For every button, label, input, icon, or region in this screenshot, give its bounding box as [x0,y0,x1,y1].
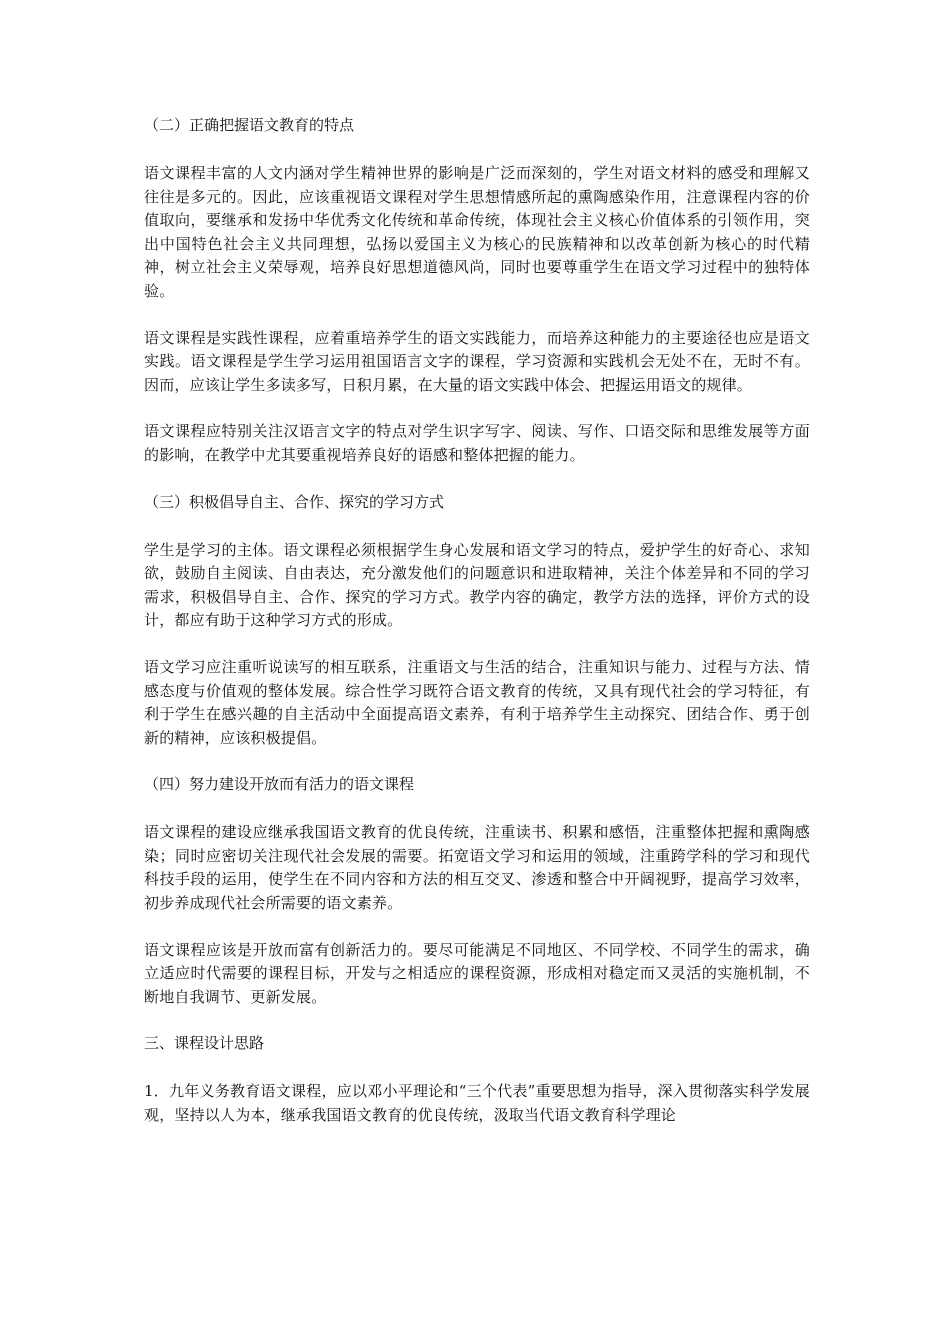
section-heading-4: （四）努力建设开放而有活力的语文课程 [144,775,415,794]
paragraph: 语文课程是实践性课程，应着重培养学生的语文实践能力，而培养这种能力的主要途径也应是语文实践。语文课程是学生学习运用祖国语言文字的课程，学习资源和实践机会无处不在，无时不有。因而，应该让学生多读多写，日积月累，在大量的语文实践中体会、把握运用语文的规律。 [144,328,810,394]
paragraph: 1．九年义务教育语文课程，应以邓小平理论和“三个代表”重要思想为指导，深入贯彻落实科学发展观，坚持以人为本，继承我国语文教育的优良传统，汲取当代语文教育科学理论 [144,1082,810,1125]
paragraph: 语文课程应该是开放而富有创新活力的。要尽可能满足不同地区、不同学校、不同学生的需求，确立适应时代需要的课程目标，开发与之相适应的课程资源，形成相对稳定而又灵活的实施机制，不断地自我调节、更新发展。 [144,940,810,1006]
section-heading-3: （三）积极倡导自主、合作、探究的学习方式 [144,492,445,511]
chapter-heading-course-design: 三、课程设计思路 [144,1034,265,1053]
paragraph: 语文课程应特别关注汉语言文字的特点对学生识字写字、阅读、写作、口语交际和思维发展等方面的影响，在教学中尤其要重视培养良好的语感和整体把握的能力。 [144,422,810,464]
paragraph: 语文学习应注重听说读写的相互联系，注重语文与生活的结合，注重知识与能力、过程与方法、情感态度与价值观的整体发展。综合性学习既符合语文教育的传统，又具有现代社会的学习特征，有利于学生在感兴趣的自主活动中全面提高语文素养，有利于培养学生主动探究、团结合作、勇于创新的精神，应该积极提倡。 [144,657,810,747]
paragraph: 语文课程丰富的人文内涵对学生精神世界的影响是广泛而深刻的，学生对语文材料的感受和理解又往往是多元的。因此，应该重视语文课程对学生思想情感所起的熏陶感染作用，注意课程内容的价值取向，要继承和发扬中华优秀文化传统和革命传统，体现社会主义核心价值体系的引领作用，突出中国特色社会主义共同理想，弘扬以爱国主义为核心的民族精神和以改革创新为核心的时代精神，树立社会主义荣辱观，培养良好思想道德风尚，同时也要尊重学生在语文学习过程中的独特体验。 [144,164,810,300]
section-heading-2: （二）正确把握语文教育的特点 [144,116,355,134]
document-page [144,114,810,1151]
paragraph: 学生是学习的主体。语文课程必须根据学生身心发展和语文学习的特点，爱护学生的好奇心、求知欲，鼓励自主阅读、自由表达，充分激发他们的问题意识和进取精神，关注个体差异和不同的学习需求，积极倡导自主、合作、探究的学习方式。教学内容的确定，教学方法的选择，评价方式的设计，都应有助于这种学习方式的形成。 [144,540,810,630]
paragraph: 语文课程的建设应继承我国语文教育的优良传统，注重读书、积累和感悟，注重整体把握和熏陶感染；同时应密切关注现代社会发展的需要。拓宽语文学习和运用的领域，注重跨学科的学习和现代科技手段的运用，使学生在不同内容和方法的相互交叉、渗透和整合中开阔视野，提高学习效率，初步养成现代社会所需要的语文素养。 [144,823,810,913]
